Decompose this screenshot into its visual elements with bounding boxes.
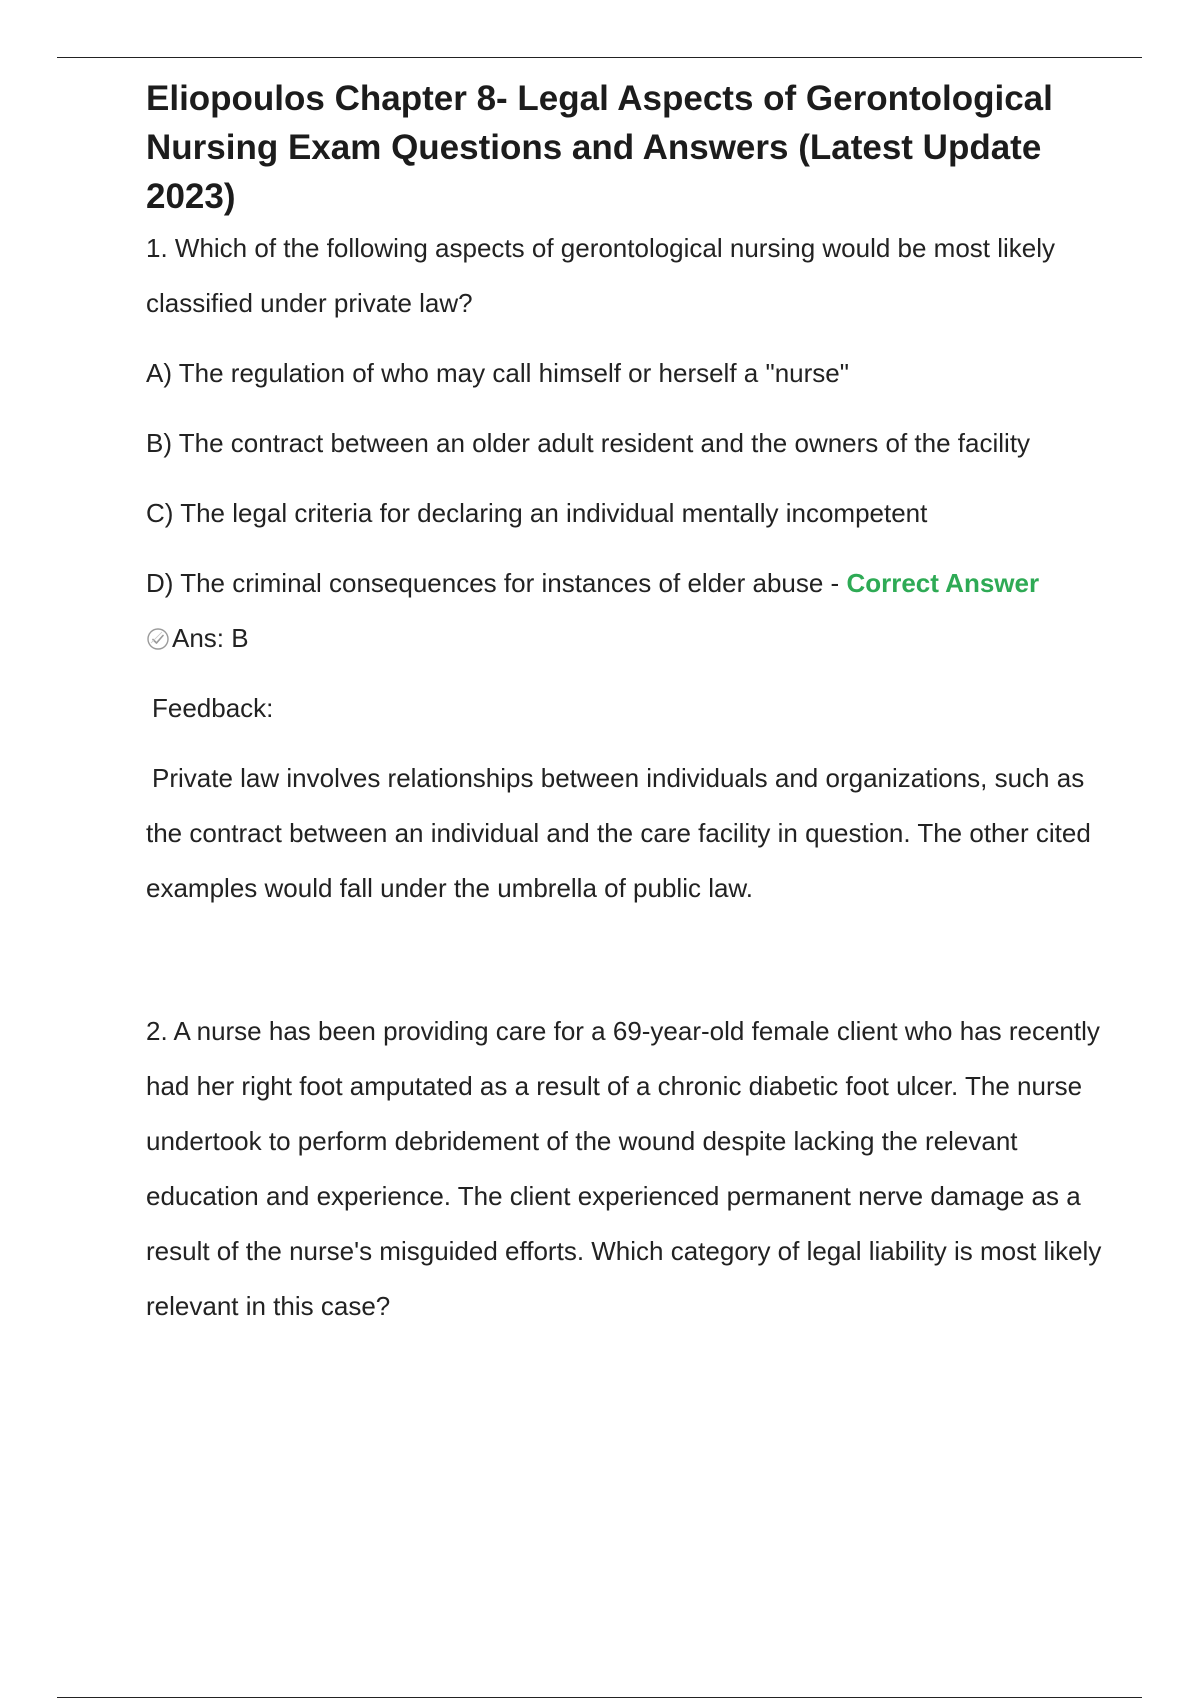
document-body	[146, 74, 1106, 1334]
section-spacer	[146, 916, 1106, 1004]
top-rule	[57, 57, 1142, 58]
document-title: Eliopoulos Chapter 8- Legal Aspects of Gerontological Nursing Exam Questions and Answers (Latest Update 2023)	[146, 79, 1053, 216]
bottom-rule	[57, 1697, 1142, 1698]
question-1-option-b: B) The contract between an older adult resident and the owners of the facility	[146, 428, 1031, 458]
question-1-text: 1. Which of the following aspects of gerontological nursing would be most likely classified under private law?	[146, 233, 1056, 318]
correct-answer-label: Correct Answer	[846, 568, 1040, 598]
feedback-text	[146, 751, 1106, 916]
check-circle-icon	[146, 627, 170, 651]
feedback-paragraph: Private law involves relationships between individuals and organizations, such as the contract between an individual and the care facility in question. The other cited examples would fall under the umbrella of public law.	[146, 763, 1091, 903]
question-2-text: 2. A nurse has been providing care for a 69-year-old female client who has recently had her right foot amputated as a result of a chronic diabetic foot ulcer. The nurse undertook to perform debridement of the wound despite lacking the relevant education and experience. The client experienced permanent nerve damage as a result of the nurse's misguided efforts. Which category of legal liability is most likely relevant in this case?	[146, 1016, 1102, 1321]
answer-text: Ans: B	[172, 623, 249, 653]
feedback-label: Feedback:	[152, 693, 274, 723]
question-1-option-d	[146, 556, 1106, 666]
question-1-option-a: A) The regulation of who may call himself or herself a "nurse"	[146, 358, 849, 388]
question-1-option-c: C) The legal criteria for declaring an individual mentally incompetent	[146, 498, 928, 528]
option-d-text: D) The criminal consequences for instances of elder abuse -	[146, 568, 847, 598]
